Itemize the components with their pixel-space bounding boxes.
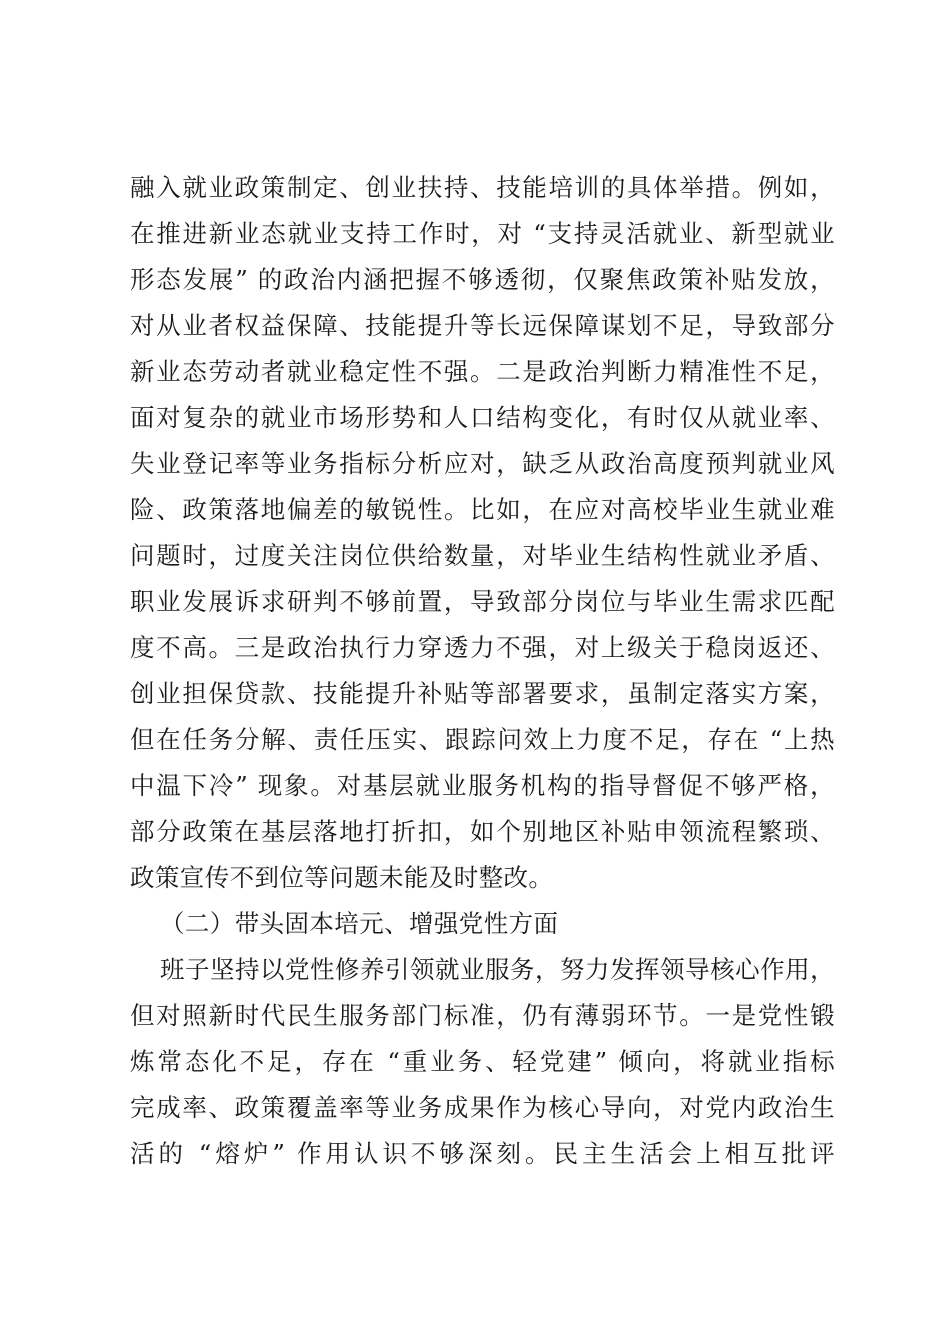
paragraph-line: 失业登记率等业务指标分析应对，缺乏从政治高度预判就业风 bbox=[130, 449, 835, 478]
paragraph-line: 部分政策在基层落地打折扣，如个别地区补贴申领流程繁琐、 bbox=[130, 817, 835, 846]
paragraph-line: 活的 “熔炉” 作用认识不够深刻。民主生活会上相互批评 bbox=[130, 1139, 835, 1168]
paragraph-line: 完成率、政策覆盖率等业务成果作为核心导向，对党内政治生 bbox=[130, 1093, 835, 1122]
paragraph-line: 炼常态化不足，存在 “重业务、轻党建” 倾向，将就业指标 bbox=[130, 1047, 835, 1076]
paragraph-line: 度不高。三是政治执行力穿透力不强，对上级关于稳岗返还、 bbox=[130, 633, 835, 662]
paragraph-line: 融入就业政策制定、创业扶持、技能培训的具体举措。例如， bbox=[130, 173, 835, 202]
paragraph-line: 班子坚持以党性修养引领就业服务，努力发挥领导核心作用， bbox=[160, 955, 835, 984]
paragraph-line: 创业担保贷款、技能提升补贴等部署要求，虽制定落实方案， bbox=[130, 679, 835, 708]
paragraph-line: 但对照新时代民生服务部门标准，仍有薄弱环节。一是党性锻 bbox=[130, 1001, 835, 1030]
paragraph-line: 险、政策落地偏差的敏锐性。比如，在应对高校毕业生就业难 bbox=[130, 495, 835, 524]
paragraph-line: 中温下冷” 现象。对基层就业服务机构的指导督促不够严格， bbox=[130, 771, 835, 800]
paragraph-line: 新业态劳动者就业稳定性不强。二是政治判断力精准性不足， bbox=[130, 357, 835, 386]
paragraph-line: 对从业者权益保障、技能提升等长远保障谋划不足，导致部分 bbox=[130, 311, 835, 340]
paragraph-line: 问题时，过度关注岗位供给数量，对毕业生结构性就业矛盾、 bbox=[130, 541, 835, 570]
paragraph-line: 形态发展” 的政治内涵把握不够透彻，仅聚焦政策补贴发放， bbox=[130, 265, 835, 294]
section-heading: （二）带头固本培元、增强党性方面 bbox=[160, 909, 559, 938]
paragraph-line: 在推进新业态就业支持工作时，对 “支持灵活就业、新型就业 bbox=[130, 219, 835, 248]
paragraph-line: 面对复杂的就业市场形势和人口结构变化，有时仅从就业率、 bbox=[130, 403, 835, 432]
paragraph-line: 政策宣传不到位等问题未能及时整改。 bbox=[130, 863, 554, 892]
paragraph-line: 但在任务分解、责任压实、跟踪问效上力度不足，存在 “上热 bbox=[130, 725, 835, 754]
paragraph-line: 职业发展诉求研判不够前置，导致部分岗位与毕业生需求匹配 bbox=[130, 587, 835, 616]
